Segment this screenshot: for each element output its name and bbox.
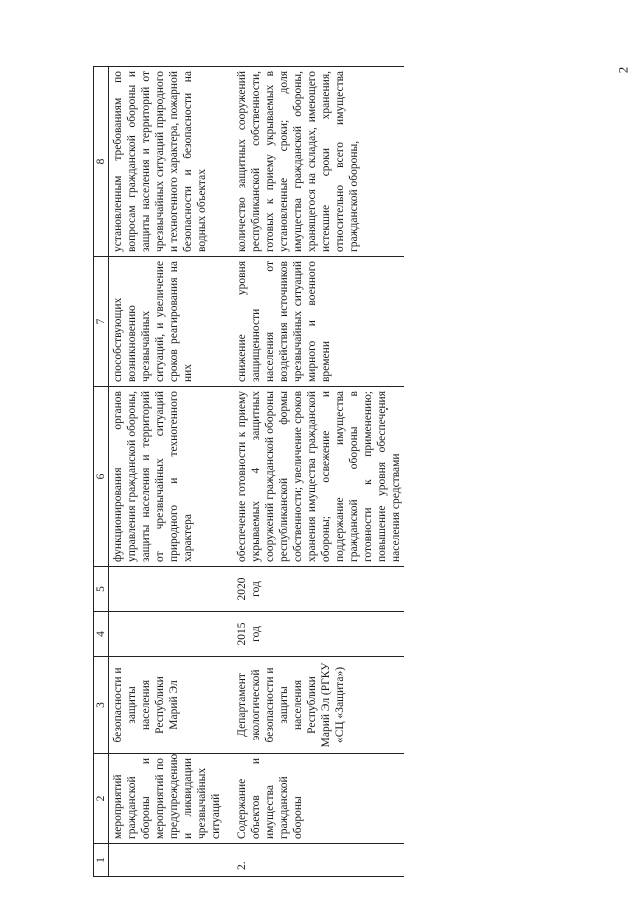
- header-col-7: 7: [94, 257, 109, 387]
- page-number: 2: [615, 66, 631, 74]
- consequences: снижение уровня защищенности населения от воздействия источников чрезвычайных ситуаций мирного и военного времени: [227, 257, 404, 387]
- header-col-5: 5: [94, 567, 109, 612]
- header-col-3: 3: [94, 657, 109, 754]
- indicator: количество защитных сооружений республиканской собственности, готовых к приему укрываемых в установленные сроки; доля имущества гражданской обороны, хранящегося на складах, имеющего истекшие сроки хранения, относительно всего имущества гражданской обороны,: [227, 67, 404, 257]
- table-row: [109, 67, 228, 877]
- end-year: [109, 567, 228, 612]
- rotated-table-container: [93, 67, 611, 877]
- header-row: [94, 67, 109, 877]
- event-name: Содержание объектов и имущества гражданской обороны: [227, 754, 404, 844]
- end-year: 2020 год: [227, 567, 404, 612]
- header-col-8: 8: [94, 67, 109, 257]
- indicator: установленным требованиям по вопросам гражданской обороны и защиты населения и территорий от чрезвычайных ситуаций природного и техногенного характера, пожарной безопасности и безопасности на водных объектах: [109, 67, 228, 257]
- program-table: [93, 66, 404, 877]
- row-number: 2.: [227, 844, 404, 877]
- start-year: [109, 612, 228, 657]
- header-col-6: 6: [94, 387, 109, 567]
- header-col-2: 2: [94, 754, 109, 844]
- event-content: функционирования органов управления гражданской обороны, защиты населения и территорий от чрезвычайных ситуаций природного и техногенного характера: [109, 387, 228, 567]
- start-year: 2015 год: [227, 612, 404, 657]
- consequences: способствующих возникновению чрезвычайных ситуаций, и увеличение сроков реагирования на них: [109, 257, 228, 387]
- executor: безопасности и защиты населения Республики Марий Эл: [109, 657, 228, 754]
- header-col-1: 1: [94, 844, 109, 877]
- row-number: [109, 844, 228, 877]
- header-col-4: 4: [94, 612, 109, 657]
- table-row: [227, 67, 404, 877]
- event-name: мероприятий гражданской обороны и мероприятий по предупреждению и ликвидации чрезвычайных ситуаций: [109, 754, 228, 844]
- executor: Департамент экологической безопасности и защиты населения Республики Марий Эл (РГКУ «СЦ «Защита»): [227, 657, 404, 754]
- event-content: обеспечение готовности к приему укрываемых 4 защитных сооружений гражданской обороны республиканской формы собственности; увеличение сроков хранения имущества гражданской обороны; освежение и поддержание имущества гражданской обороны в готовности к применению; повышение уровня обеспечения населения средствами: [227, 387, 404, 567]
